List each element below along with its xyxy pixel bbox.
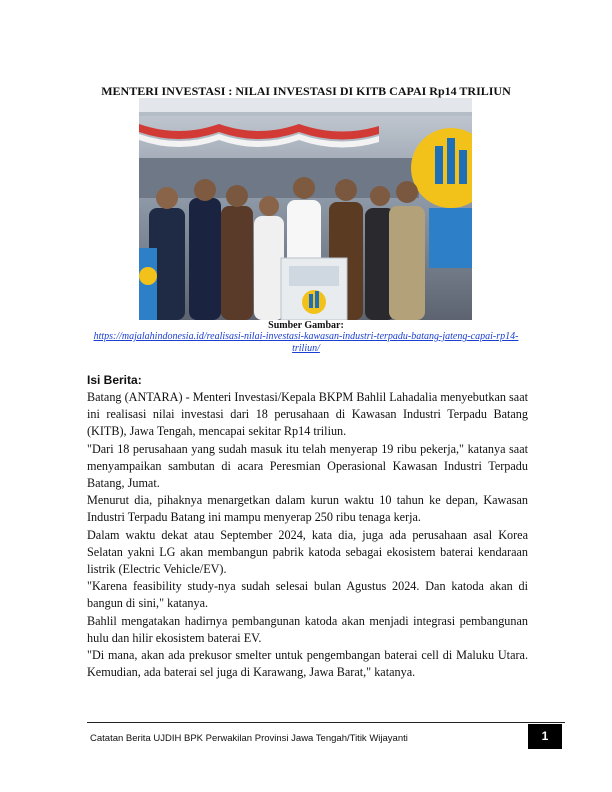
paragraph: Batang (ANTARA) - Menteri Investasi/Kepala BKPM Bahlil Lahadalia menyebutkan saat ini realisasi nilai investasi dari 18 perusahaan di Kawasan Industri Terpadu Batang (KITB), Jawa Tengah, mencapai sekitar Rp14 triliun. bbox=[87, 390, 528, 439]
article-title: MENTERI INVESTASI : NILAI INVESTASI DI KITB CAPAI Rp14 TRILIUN bbox=[101, 84, 511, 98]
image-source-link[interactable]: https://majalahindonesia.id/realisasi-nilai-investasi-kawasan-industri-terpadu-batang-jateng-capai-rp14-triliun/ bbox=[93, 331, 519, 354]
section-heading: Isi Berita: bbox=[87, 373, 142, 387]
image-caption-label: Sumber Gambar: bbox=[268, 320, 344, 331]
paragraph: Menurut dia, pihaknya menargetkan dalam kurun waktu 10 tahun ke depan, Kawasan Industri Terpadu Batang ini mampu menyerap 250 ribu tenaga kerja. bbox=[87, 493, 528, 525]
paragraph: "Di mana, akan ada prekusor smelter untuk pengembangan baterai cell di Maluku Utara. Kemudian, ada baterai sel juga di Karawang, Jawa Barat," katanya. bbox=[87, 648, 528, 680]
footer-text: Catatan Berita UJDIH BPK Perwakilan Provinsi Jawa Tengah/Titik Wijayanti bbox=[90, 733, 408, 744]
footer-divider bbox=[87, 722, 565, 723]
paragraph: Bahlil mengatakan hadirnya pembangunan katoda akan menjadi integrasi pembangunan hulu dan hilir ekosistem baterai EV. bbox=[87, 613, 528, 645]
article-body bbox=[87, 372, 528, 681]
news-photo bbox=[139, 98, 472, 320]
paragraph: Dalam waktu dekat atau September 2024, kata dia, juga ada perusahaan asal Korea Selatan yakni LG akan membangun pabrik katoda sebagai ekosistem baterai kendaraan listrik (Electric Vehicle/EV). bbox=[87, 527, 528, 577]
paragraph: "Karena feasibility study-nya sudah selesai bulan Agustus 2024. Dan katoda akan di bangun di sini," katanya. bbox=[87, 579, 528, 611]
page-number: 1 bbox=[528, 724, 562, 749]
paragraph: "Dari 18 perusahaan yang sudah masuk itu telah menyerap 19 ribu pekerja," katanya saat menyampaikan sambutan di acara Peresmian Operasional Kawasan Industri Terpadu Batang, Jumat. bbox=[87, 441, 528, 491]
